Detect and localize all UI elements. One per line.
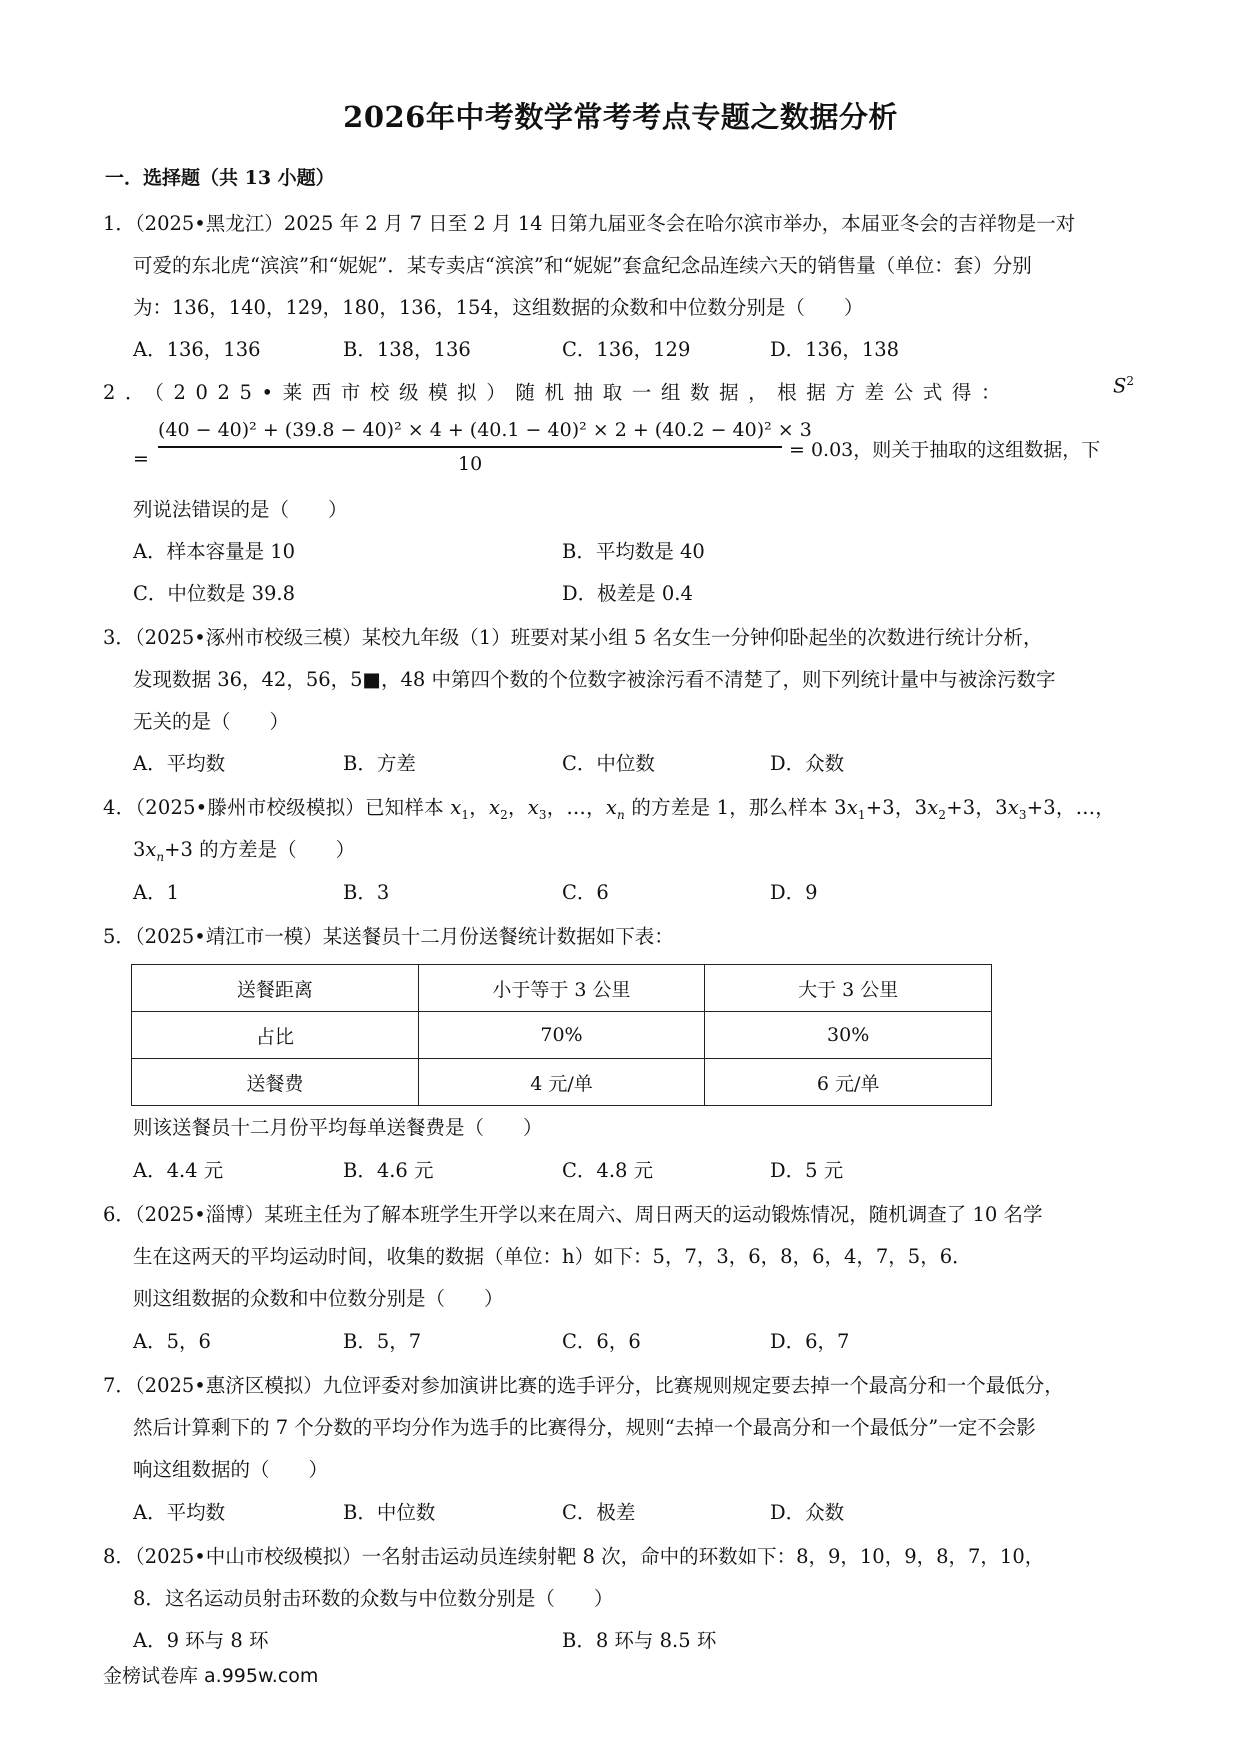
q1-line1: 1．（2025•黑龙江）2025 年 2 月 7 日至 2 月 14 日第九届亚冬会在哈尔滨市举办，本届亚冬会的吉祥物是一对: [103, 212, 1076, 235]
q2-line3: 列说法错误的是（ ）: [133, 498, 348, 521]
q8-option-a: A．9 环与 8 环: [133, 1629, 269, 1652]
q7-line2: 然后计算剩下的 7 个分数的平均分作为选手的比赛得分，规则“去掉一个最高分和一个最低分”一定不会影: [133, 1416, 1036, 1439]
q5-option-b: B．4.6 元: [343, 1159, 434, 1182]
q6-line2: 生在这两天的平均运动时间，收集的数据（单位：h）如下：5，7，3，6，8，6，4，7，5，6．: [133, 1245, 972, 1268]
q7-option-b: B．中位数: [343, 1501, 436, 1524]
q2-option-d: D．极差是 0.4: [562, 582, 693, 605]
q1-option-b: B．138，136: [343, 338, 471, 361]
q3-line3: 无关的是（ ）: [133, 710, 290, 733]
q4-option-d: D．9: [770, 881, 818, 904]
q2-option-c: C．中位数是 39.8: [133, 582, 296, 605]
q3-option-a: A．平均数: [133, 752, 226, 775]
q2-denominator: 10: [458, 453, 483, 475]
q3-option-c: C．中位数: [562, 752, 655, 775]
table-cell: 大于 3 公里: [705, 965, 992, 1012]
q5-line1: 5．（2025•靖江市一模）某送餐员十二月份送餐统计数据如下表：: [103, 925, 674, 948]
q1-option-d: D．136，138: [770, 338, 900, 361]
q1-line3: 为：136，140，129，180，136，154，这组数据的众数和中位数分别是（ ）: [133, 296, 864, 319]
q1-option-c: C．136，129: [562, 338, 691, 361]
q7-option-d: D．众数: [770, 1501, 845, 1524]
q7-option-c: C．极差: [562, 1501, 636, 1524]
q5-option-d: D．5 元: [770, 1159, 844, 1182]
table-cell: 6 元/单: [705, 1059, 992, 1106]
q6-option-c: C．6，6: [562, 1330, 641, 1353]
q6-option-a: A．5，6: [133, 1330, 211, 1353]
page-title: 2026年中考数学常考考点专题之数据分析: [343, 100, 898, 134]
q2-result: = 0.03，则关于抽取的这组数据，下: [789, 439, 1101, 461]
table-cell: 送餐费: [132, 1059, 419, 1106]
delivery-table: [131, 964, 992, 1106]
q2-equals: =: [133, 448, 149, 470]
table-row: [132, 1059, 992, 1106]
table-cell: 占比: [132, 1012, 419, 1059]
q4-line2: $3x_n+3$ 的方差是（ ）: [133, 838, 356, 864]
q6-option-b: B．5，7: [343, 1330, 422, 1353]
q5-line2: 则该送餐员十二月份平均每单送餐费是（ ）: [133, 1116, 543, 1139]
q8-line1: 8．（2025•中山市校级模拟）一名射击运动员连续射靶 8 次，命中的环数如下：8，9，10，9，8，7，10，: [103, 1545, 1045, 1568]
q6-line3: 则这组数据的众数和中位数分别是（ ）: [133, 1287, 504, 1310]
table-cell: 4 元/单: [418, 1059, 705, 1106]
q7-line1: 7．（2025•惠济区模拟）九位评委对参加演讲比赛的选手评分，比赛规则规定要去掉一个最高分和一个最低分，: [103, 1374, 1064, 1397]
section-heading: 一．选择题（共 13 小题）: [105, 167, 335, 189]
q3-line2: 发现数据 36，42，56，5■，48 中第四个数的个位数字被涂污看不清楚了，则下列统计量中与被涂污数字: [133, 668, 1056, 691]
table-cell: 送餐距离: [132, 965, 419, 1012]
q2-variance-symbol: $S^2$: [1113, 374, 1134, 398]
q6-line1: 6．（2025•淄博）某班主任为了解本班学生开学以来在周六、周日两天的运动锻炼情况，随机调查了 10 名学: [103, 1203, 1043, 1226]
q2-fraction-bar: [158, 446, 782, 448]
q3-option-d: D．众数: [770, 752, 845, 775]
q2-option-b: B．平均数是 40: [562, 540, 705, 563]
q4-option-a: A．1: [133, 881, 179, 904]
table-cell: 30%: [705, 1012, 992, 1059]
q7-line3: 响这组数据的（ ）: [133, 1458, 329, 1481]
table-cell: 70%: [418, 1012, 705, 1059]
q2-line1: 2．（2025•莱西市校级模拟）随机抽取一组数据，根据方差公式得：: [103, 381, 1011, 404]
q6-option-d: D．6，7: [770, 1330, 850, 1353]
q8-line2: 8．这名运动员射击环数的众数与中位数分别是（ ）: [133, 1587, 614, 1610]
footer-watermark: 金榜试卷库 a.995w.com: [103, 1665, 319, 1687]
q4-line1: 4．（2025•滕州市校级模拟）已知样本 $x_1$，$x_2$，$x_3$，…，$x_n$ 的方差是 1，那么样本 $3x_1+3$，$3x_2+3$，$3x_3+3$，…，: [103, 796, 1115, 822]
q8-option-b: B．8 环与 8.5 环: [562, 1629, 717, 1652]
q3-option-b: B．方差: [343, 752, 416, 775]
q3-line1: 3．（2025•涿州市校级三模）某校九年级（1）班要对某小组 5 名女生一分钟仰卧起坐的次数进行统计分析，: [103, 626, 1043, 649]
q7-option-a: A．平均数: [133, 1501, 226, 1524]
q1-line2: 可爱的东北虎“滨滨”和“妮妮”．某专卖店“滨滨”和“妮妮”套盒纪念品连续六天的销售量（单位：套）分别: [133, 254, 1032, 277]
q5-option-c: C．4.8 元: [562, 1159, 654, 1182]
q2-option-a: A．样本容量是 10: [133, 540, 296, 563]
q1-option-a: A．136，136: [133, 338, 261, 361]
q2-numerator: (40 − 40)² + (39.8 − 40)² × 4 + (40.1 − 40)² × 2 + (40.2 − 40)² × 3: [158, 419, 812, 441]
table-cell: 小于等于 3 公里: [418, 965, 705, 1012]
q4-option-b: B．3: [343, 881, 390, 904]
q4-option-c: C．6: [562, 881, 609, 904]
q5-option-a: A．4.4 元: [133, 1159, 224, 1182]
table-row: [132, 1012, 992, 1059]
table-row: [132, 965, 992, 1012]
